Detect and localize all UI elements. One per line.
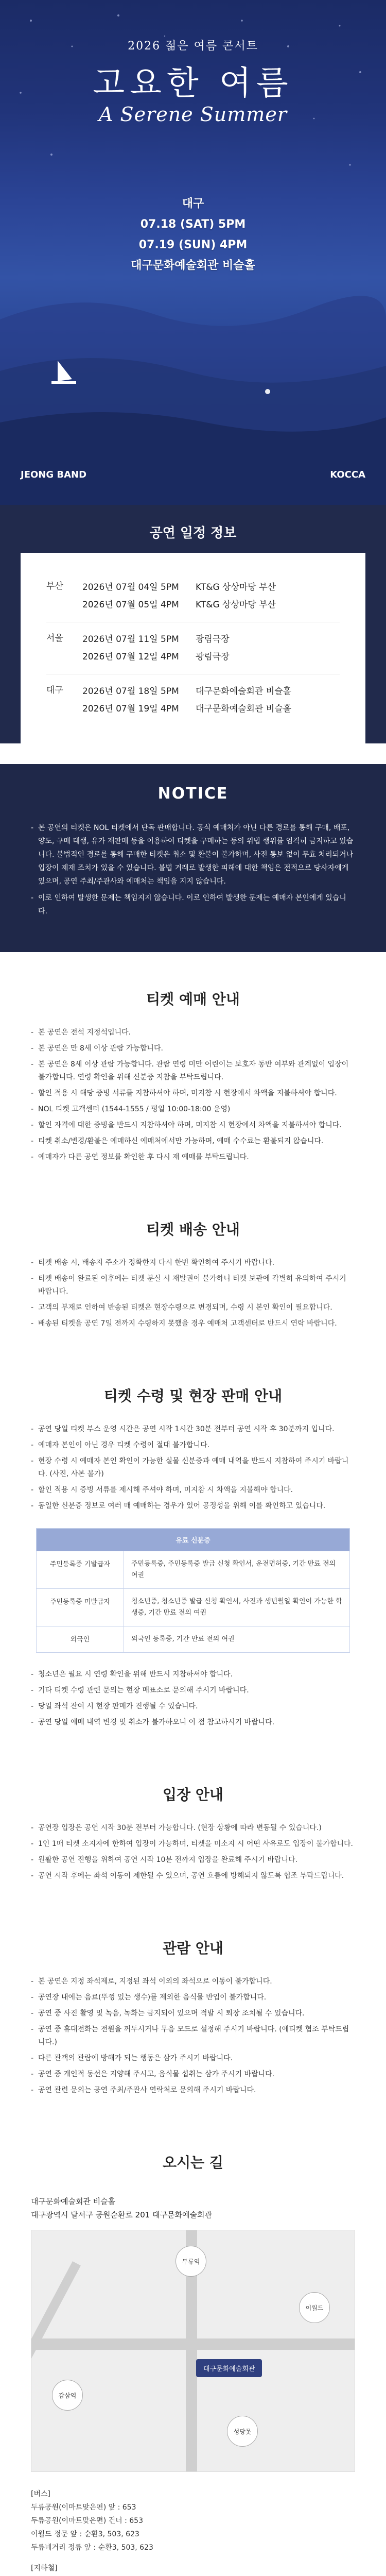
notice-item: - 이로 인하여 발생한 문제는 책임지지 않습니다. 이로 인하여 발생한 문제는 예매자 본인에게 있습니다.: [31, 891, 355, 918]
notice-heading: NOTICE: [157, 785, 229, 803]
perf-venue: 광림극장: [196, 634, 230, 645]
directions-section: [0, 2115, 386, 2195]
id-type: 주민등록증 기발급자: [37, 1551, 124, 1588]
perf-region: 대구: [46, 685, 63, 696]
booking-item: - 본 공연은 전석 지정석입니다.: [31, 1026, 355, 1039]
ticket-booking-section: [0, 952, 386, 1182]
booking-item: - 본 공연은 8세 이상 관람 가능합니다. 관람 연령 미만 어린이는 보호자 동반 여부와 관계없이 입장이 불가합니다. 연령 확인을 위해 신분증 지참을 부탁드립니다.: [31, 1058, 355, 1084]
onsite-item: - 예매자 본인이 아닌 경우 티켓 수령이 절대 불가합니다.: [31, 1439, 355, 1452]
id-table-row: [37, 1588, 349, 1626]
hero-venue: 대구문화예술회관 비슬홀: [131, 259, 255, 272]
location-map[interactable]: [31, 2230, 355, 2472]
viewing-item: - 공연 중 휴대전화는 전원을 꺼두시거나 무음 모드로 설정해 주시기 바랍니다. (에티켓 협조 부탁드립니다.): [31, 2023, 355, 2049]
hero-date-1: 07.18 (SAT) 5PM: [140, 218, 246, 231]
perf-date: 2026년 07월 04일 5PM: [82, 582, 179, 592]
delivery-item: - 티켓 배송 시, 배송지 주소가 정확한지 다시 한번 확인하여 주시기 바랍니다.: [31, 1257, 355, 1269]
delivery-item: - 고객의 부재로 인하여 반송된 티켓은 현장수령으로 변경되며, 수령 시 본인 확인이 필요합니다.: [31, 1301, 355, 1314]
venue-address: 대구광역시 달서구 공원순환로 201 대구문화예술회관: [31, 2210, 212, 2219]
notice-section: [0, 764, 386, 952]
notice-list: [31, 821, 355, 918]
perf-region: 부산: [46, 581, 63, 591]
ticket-booking-heading: 티켓 예매 안내: [146, 991, 240, 1008]
map-label-top: 두류역: [176, 2246, 206, 2277]
id-type: 외국인: [37, 1626, 124, 1652]
onsite-item: - 청소년은 필요 시 연령 확인을 위해 반드시 지참하셔야 합니다.: [31, 1668, 355, 1681]
viewing-item: - 다른 관객의 관람에 방해가 되는 행동은 삼가 주시기 바랍니다.: [31, 2052, 355, 2065]
perf-date: 2026년 07월 11일 5PM: [82, 634, 179, 645]
map-venue-marker: 대구문화예술회관: [196, 2359, 262, 2377]
id-table: [36, 1528, 350, 1653]
viewing-item: - 본 공연은 지정 좌석제로, 지정된 좌석 이외의 좌석으로 이동이 불가합니다.: [31, 1975, 355, 1988]
booking-item: - 할인 자격에 대한 증빙을 반드시 지참하셔야 하며, 미지참 시 현장에서 차액을 지불하셔야 합니다.: [31, 1119, 355, 1132]
map-address: [31, 2195, 355, 2222]
id-docs: 주민등록증, 주민등록증 발급 신청 확인서, 운전면허증, 기간 만료 전의 여권: [131, 1560, 336, 1579]
hero-logos: [21, 469, 365, 480]
performance-row: [46, 674, 340, 726]
ticket-onsite-list: [31, 1423, 355, 1513]
map-area: [31, 2195, 355, 2472]
hero-subtitle: 2026 젊은 여름 콘서트: [128, 40, 258, 53]
perf-venue: 대구문화예술회관 비슬홀: [196, 686, 292, 697]
entry-item: - 공연장 입장은 공연 시작 30분 전부터 가능합니다. (현장 상황에 따라 변동될 수 있습니다.): [31, 1822, 355, 1835]
subway-title: [지하철]: [31, 2564, 58, 2572]
booking-item: - 예매자가 다른 공연 정보를 확인한 후 다시 재 예매를 부탁드립니다.: [31, 1151, 355, 1164]
map-label-bottom: 성당못: [227, 2416, 258, 2447]
bus-line: 두류네거리 정류 앞 : 순환3, 503, 623: [31, 2544, 153, 2552]
onsite-item: - 당일 좌석 잔여 시 현장 판매가 진행될 수 있습니다.: [31, 1700, 355, 1713]
performance-table: [21, 553, 365, 743]
directions-heading: 오시는 길: [163, 2154, 223, 2171]
hero-date-2: 07.19 (SUN) 4PM: [138, 239, 248, 251]
onsite-item: - 동일한 신분증 정보로 여러 매 예매하는 경우가 있어 공정성을 위해 이를 확인하고 있습니다.: [31, 1500, 355, 1513]
map-label-left: 감삼역: [52, 2380, 83, 2411]
ticket-delivery-list: [31, 1257, 355, 1330]
viewing-list: [31, 1975, 355, 2097]
entry-item: - 공연 시작 후에는 좌석 이동이 제한될 수 있으며, 공연 흐름에 방해되지 않도록 협조 부탁드립니다.: [31, 1870, 355, 1883]
viewing-item: - 공연장 내에는 음료(뚜껑 있는 생수)를 제외한 음식물 반입이 불가합니다.: [31, 1991, 355, 2004]
notice-item: - 본 공연의 티켓은 NOL 티켓에서 단독 판매합니다. 공식 예매처가 아닌 다른 경로를 통해 구매, 배포, 양도, 구매 대행, 유가 재판매 등을 이용하여 티켓을 구매하는 등의 위법 행위를 엄격히 금지하고 있습니다. 불법적인 경로를 통해 구매한 티켓은 취소 및 환불이 불가하며, 사전 통보 없이 무효 처리되거나 입장이 제재 조치가 있을 수 있습니다. 불법 거래로 발생한 피해에 대한 책임은 전적으로 당사자에게 있으며, 공연 주최/주관사와 예매처는 책임을 지지 않습니다.: [31, 821, 355, 888]
bus-line: 두류공원(이마트맞은편) 앞 : 653: [31, 2503, 136, 2512]
delivery-item: - 배송된 티켓을 공연 7일 전까지 수령하지 못했을 경우 예매처 고객센터로 반드시 연락 바랍니다.: [31, 1317, 355, 1330]
perf-venue: KT&G 상상마당 부산: [196, 600, 276, 610]
viewing-item: - 공연 관련 문의는 공연 주최/주관사 연락처로 문의해 주시기 바랍니다.: [31, 2084, 355, 2097]
onsite-item: - 할인 적용 시 증빙 서류를 제시해 주셔야 하며, 미지참 시 차액을 지불해야 합니다.: [31, 1484, 355, 1497]
perf-region: 서울: [46, 633, 63, 643]
booking-item: - 본 공연은 만 8세 이상 관람 가능합니다.: [31, 1042, 355, 1055]
venue-name: 대구문화예술회관 비슬홀: [31, 2197, 116, 2206]
id-docs: 청소년증, 청소년증 발급 신청 확인서, 사진과 생년월일 확인이 가능한 학생증, 기간 만료 전의 여권: [131, 1598, 342, 1617]
performance-row: [46, 622, 340, 674]
delivery-item: - 티켓 배송이 완료된 이후에는 티켓 분실 시 재발권이 불가하니 티켓 보관에 각별히 유의하여 주시기 바랍니다.: [31, 1273, 355, 1298]
onsite-item: - 기타 티켓 수령 관련 문의는 현장 매표소로 문의해 주시기 바랍니다.: [31, 1684, 355, 1697]
onsite-item: - 공연 당일 티켓 부스 운영 시간은 공연 시작 1시간 30분 전부터 공연 시작 후 30분까지 입니다.: [31, 1423, 355, 1436]
id-type: 주민등록증 미발급자: [37, 1589, 124, 1626]
hero-poster: [0, 0, 386, 505]
ticket-delivery-heading: 티켓 배송 안내: [146, 1221, 240, 1238]
bus-line: 두류공원(이마트맞은편) 건너 : 653: [31, 2517, 144, 2525]
onsite-item: - 현장 수령 시 예매자 본인 확인이 가능한 실물 신분증과 예매 내역을 반드시 지참하여 주시기 바랍니다. (사진, 사본 불가): [31, 1455, 355, 1481]
viewing-section: [0, 1901, 386, 2115]
hero-city: 대구: [182, 197, 204, 210]
entry-heading: 입장 안내: [163, 1786, 223, 1803]
onsite-item: - 공연 당일 예매 내역 변경 및 취소가 불가하오니 이 점 참고하시기 바랍니다.: [31, 1716, 355, 1729]
hero-script-title: A Serene Summer: [99, 103, 287, 126]
ticket-onsite-list-2: [31, 1668, 355, 1729]
perf-venue: 광림극장: [196, 652, 230, 662]
logo-left: JEONG BAND: [21, 469, 87, 480]
performance-row: [46, 570, 340, 622]
entry-list: [31, 1822, 355, 1883]
hero-title: 고요한 여름: [93, 64, 293, 103]
perf-venue: KT&G 상상마당 부산: [196, 582, 276, 592]
viewing-heading: 관람 안내: [163, 1940, 223, 1957]
entry-item: - 원활한 공연 진행을 위하여 공연 시작 10분 전까지 입장을 완료해 주시기 바랍니다.: [31, 1854, 355, 1867]
entry-item: - 1인 1매 티켓 소지자에 한하여 입장이 가능하며, 티켓을 미소지 시 어떤 사유로도 입장이 불가합니다.: [31, 1838, 355, 1851]
perf-date: 2026년 07월 12일 4PM: [82, 652, 179, 662]
logo-right: KOCCA: [330, 469, 365, 480]
booking-item: - 티켓 취소/변경/환불은 예매하신 예매처에서만 가능하며, 예매 수수료는 환불되지 않습니다.: [31, 1135, 355, 1148]
transport-info: [31, 2487, 355, 2576]
ticket-onsite-section: [0, 1349, 386, 1748]
id-table-row: [37, 1551, 349, 1588]
booking-item: - 할인 적용 시 해당 증빙 서류를 지참하셔야 하며, 미지참 시 현장에서 차액을 지불하셔야 합니다.: [31, 1087, 355, 1100]
viewing-item: - 공연 중 사진 촬영 및 녹음, 녹화는 금지되어 있으며 적발 시 퇴장 조치될 수 있습니다.: [31, 2007, 355, 2020]
entry-section: [0, 1748, 386, 1901]
perf-venue: 대구문화예술회관 비슬홀: [196, 704, 292, 714]
id-docs: 외국인 등록증, 기간 만료 전의 여권: [131, 1635, 235, 1643]
ticket-booking-list: [31, 1026, 355, 1164]
id-table-header: 유료 신분증: [37, 1529, 349, 1551]
perf-date: 2026년 07월 18일 5PM: [82, 686, 179, 697]
performance-section: [0, 505, 386, 743]
map-label-right: 이월드: [299, 2292, 330, 2323]
ticket-delivery-section: [0, 1182, 386, 1349]
perf-date: 2026년 07월 19일 4PM: [82, 704, 179, 714]
viewing-item: - 공연 중 개인적 동선은 지양해 주시고, 음식물 섭취는 삼가 주시기 바랍니다.: [31, 2068, 355, 2081]
hero-info: [0, 194, 386, 276]
perf-date: 2026년 07월 05일 4PM: [82, 600, 179, 610]
performance-heading: 공연 일정 정보: [149, 526, 237, 541]
bus-line: 이월드 정문 앞 : 순환3, 503, 623: [31, 2530, 139, 2538]
booking-item: - NOL 티켓 고객센터 (1544-1555 / 평일 10:00-18:00 운영): [31, 1103, 355, 1116]
ticket-onsite-heading: 티켓 수령 및 현장 판매 안내: [103, 1387, 283, 1404]
bus-title: [버스]: [31, 2490, 50, 2498]
id-table-row: [37, 1626, 349, 1652]
